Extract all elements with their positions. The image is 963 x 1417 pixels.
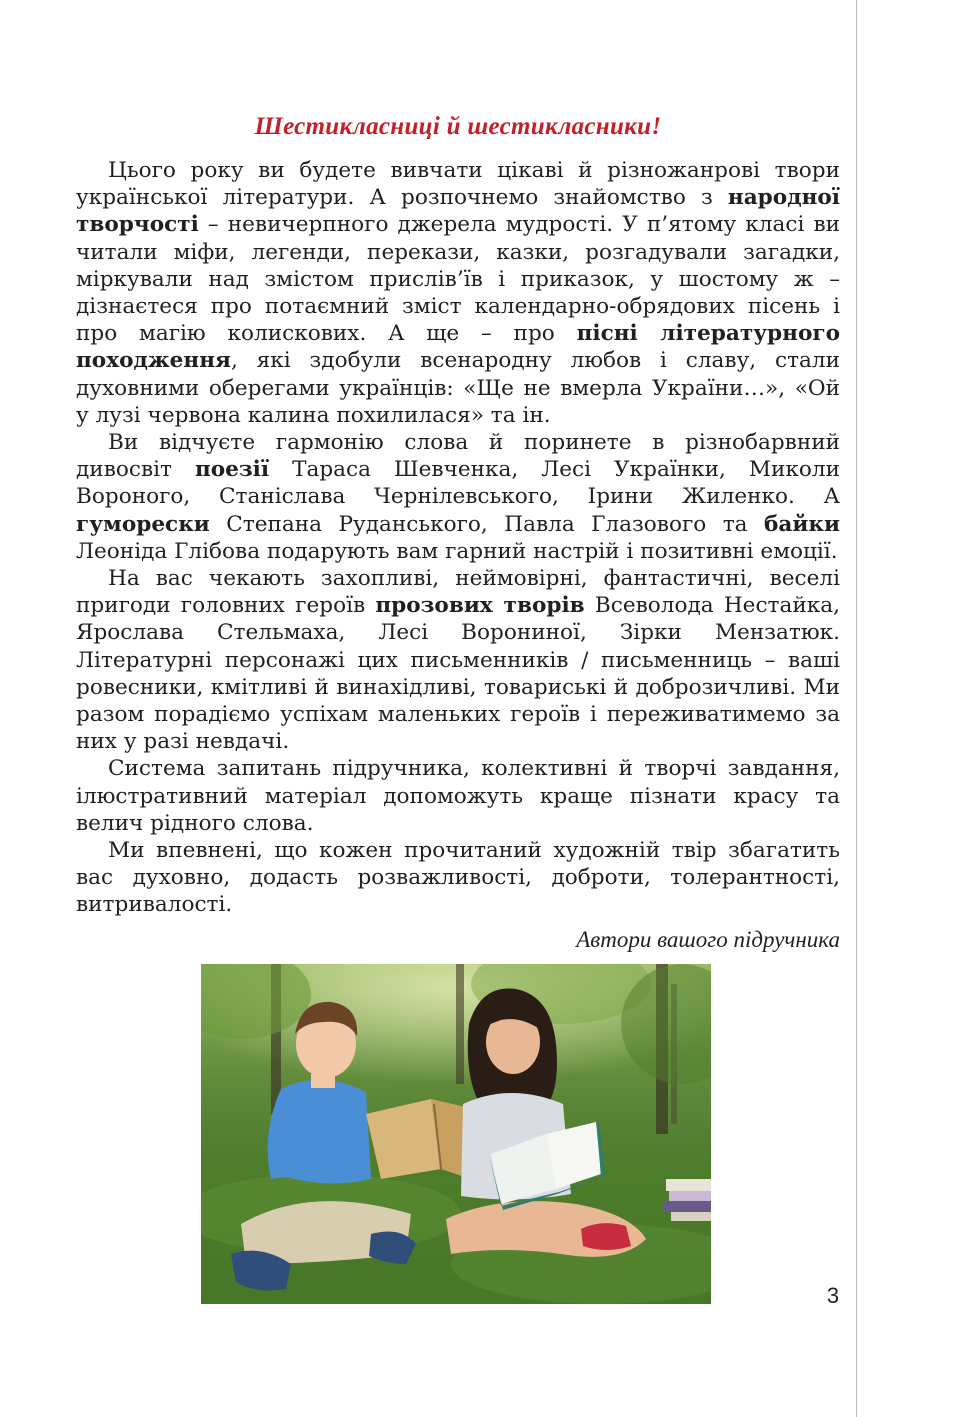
- photo-illustration: [201, 964, 711, 1304]
- bold-term: гуморески: [76, 511, 210, 537]
- bold-term: народної творчості: [76, 185, 840, 238]
- children-reading-photo: [201, 964, 711, 1304]
- paragraph: [76, 429, 840, 565]
- greeting-heading: Шестикласниці й шестикласники!: [254, 113, 662, 140]
- text-run: – невичерпного джерела мудрості. У п’ятому класі ви читали міфи, легенди, перекази, казки, розгадували загадки, міркували над змістом прислів’їв і приказок, у шостому ж – дізнаєтеся про потаємний зміст календарно-обрядових пісень і про магію колискових. А ще – про: [76, 212, 840, 347]
- text-run: Система запитань підручника, колективні й творчі завдання, ілюстративний матеріал допоможуть краще пізнати красу та велич рідного слова.: [76, 756, 840, 836]
- text-run: На вас чекають захопливі, неймовірні, фантастичні, веселі пригоди головних героїв: [76, 566, 840, 619]
- text-run: Тараса Шевченка, Лесі Українки, Миколи Вороного, Станіслава Чернілевського, Ірини Жиленко. А: [76, 457, 840, 510]
- text-run: Цього року ви будете вивчати цікаві й різножанрові твори української літератури. А розпочнемо знайомство з: [76, 158, 840, 211]
- paragraph: [76, 837, 840, 919]
- bold-term: поезії: [194, 457, 270, 483]
- text-run: Леоніда Глібова подарують вам гарний настрій і позитивні емоції.: [76, 538, 838, 564]
- text-run: Ми впевнені, що кожен прочитаний художній твір збагатить вас духовно, додасть розважливості, доброти, толерантності, витривалості.: [76, 838, 840, 918]
- paragraph: [76, 157, 840, 429]
- text-run: , які здобули всенародну любов і славу, стали духовними оберегами українців: «Ще не вмерла України…», «Ой у лузі червона калина похилилася» та ін.: [76, 348, 840, 428]
- bold-term: байки: [763, 511, 840, 537]
- intro-text: [76, 157, 840, 919]
- bold-term: пісні літературного походження: [76, 321, 841, 374]
- authors-signature: Автори вашого підручника: [576, 927, 840, 952]
- text-run: Степана Руданського, Павла Глазового та: [209, 511, 764, 537]
- text-run: Всеволода Нестайка, Ярослава Стельмаха, Лесі Ворониної, Зірки Мензатюк. Літературні персонажі цих письменників / письменниць – ваші ровесники, кмітливі й винахідливі, товариські й доброзичливі. Ми разом порадіємо успіхам маленьких героїв і переживатимемо за них у разі невдачі.: [76, 593, 840, 755]
- paragraph: [76, 565, 840, 755]
- page-margin-rule: [856, 0, 857, 1417]
- text-run: Ви відчуєте гармонію слова й поринете в різнобарвний дивосвіт: [76, 430, 840, 483]
- bold-term: прозових творів: [375, 593, 585, 619]
- paragraph: [76, 755, 840, 837]
- page-number: 3: [826, 1283, 840, 1308]
